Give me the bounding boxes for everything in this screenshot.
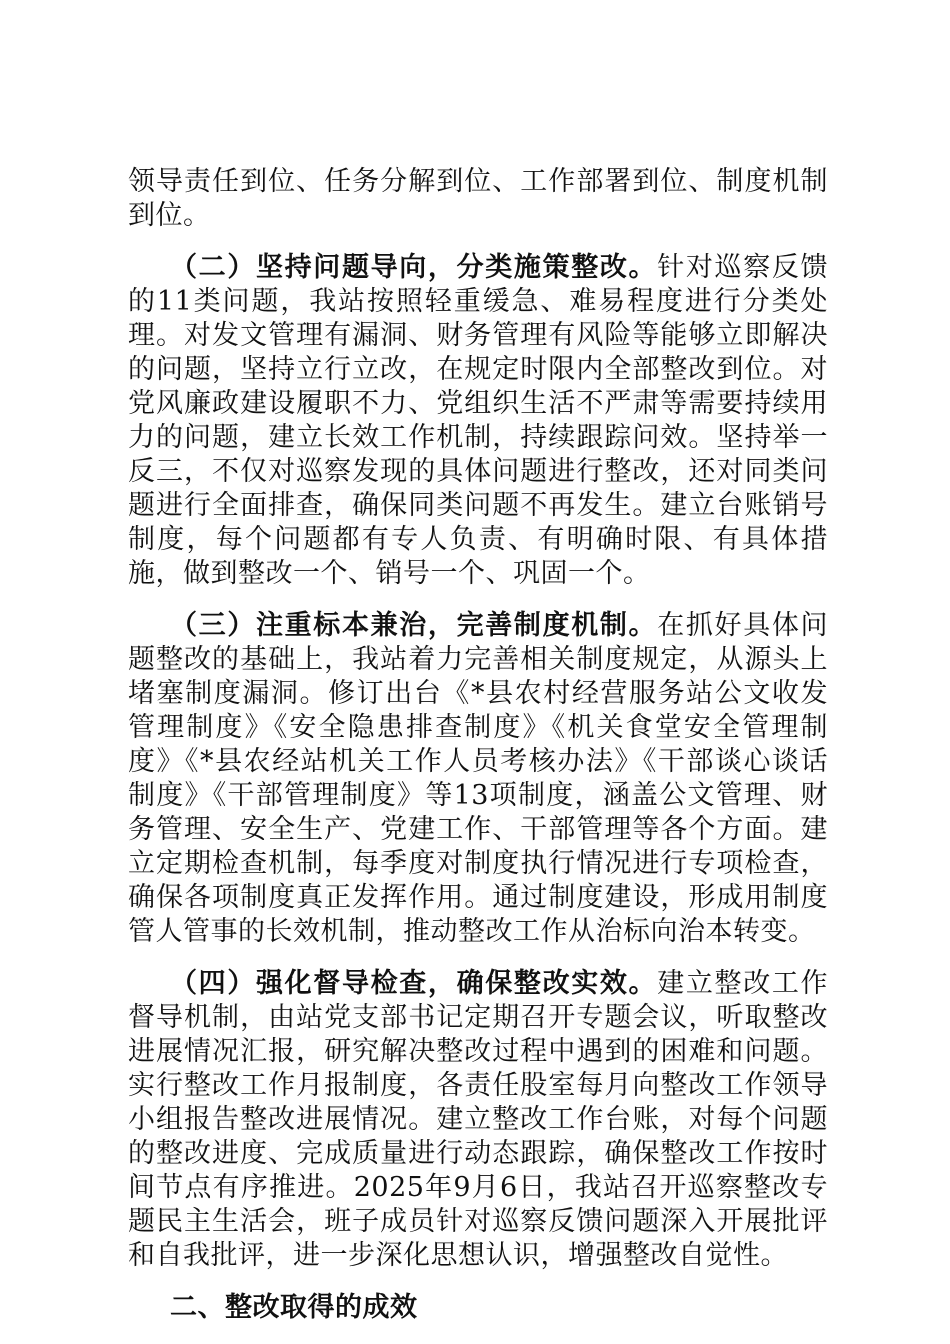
- paragraph-supervision: [128, 967, 828, 1273]
- paragraph-problem-orientation: [128, 251, 828, 591]
- paragraph-text: 领导责任到位、任务分解到位、工作部署到位、制度机制到位。: [128, 166, 828, 231]
- document-body: [128, 165, 828, 1325]
- paragraph-lead: （三）注重标本兼治，完善制度机制。: [170, 610, 658, 641]
- paragraph-lead: （四）强化督导检查，确保整改实效。: [170, 968, 658, 999]
- section-heading: 二、整改取得的成效: [170, 1292, 418, 1323]
- paragraph-text: 针对巡察反馈的11类问题，我站按照轻重缓急、难易程度进行分类处理。对发文管理有漏洞、财务管理有风险等能够立即解决的问题，坚持立行立改，在规定时限内全部整改到位。对党风廉政建设履职不力、党组织生活不严肃等需要持续用力的问题，建立长效工作机制，持续跟踪问效。坚持举一反三，不仅对巡察发现的具体问题进行整改，还对同类问题进行全面排查，确保同类问题不再发生。建立台账销号制度，每个问题都有专人负责、有明确时限、有具体措施，做到整改一个、销号一个、巩固一个。: [128, 252, 829, 589]
- paragraph-institution-building: [128, 609, 828, 949]
- paragraph-continuation: [128, 165, 828, 233]
- paragraph-text: 建立整改工作督导机制，由站党支部书记定期召开专题会议，听取整改进展情况汇报，研究解决整改过程中遇到的困难和问题。实行整改工作月报制度，各责任股室每月向整改工作领导小组报告整改进展情况。建立整改工作台账，对每个问题的整改进度、完成质量进行动态跟踪，确保整改工作按时间节点有序推进。2025年9月6日，我站召开巡察整改专题民主生活会，班子成员针对巡察反馈问题深入开展批评和自我批评，进一步深化思想认识，增强整改自觉性。: [128, 968, 829, 1271]
- paragraph-text: 在抓好具体问题整改的基础上，我站着力完善相关制度规定，从源头上堵塞制度漏洞。修订出台《*县农村经营服务站公文收发管理制度》《安全隐患排查制度》《机关食堂安全管理制度》《*县农经站机关工作人员考核办法》《干部谈心谈话制度》《干部管理制度》等13项制度，涵盖公文管理、财务管理、安全生产、党建工作、干部管理等各个方面。建立定期检查机制，每季度对制度执行情况进行专项检查，确保各项制度真正发挥作用。通过制度建设，形成用制度管人管事的长效机制，推动整改工作从治标向治本转变。: [128, 610, 829, 947]
- paragraph-lead: （二）坚持问题导向，分类施策整改。: [170, 252, 658, 283]
